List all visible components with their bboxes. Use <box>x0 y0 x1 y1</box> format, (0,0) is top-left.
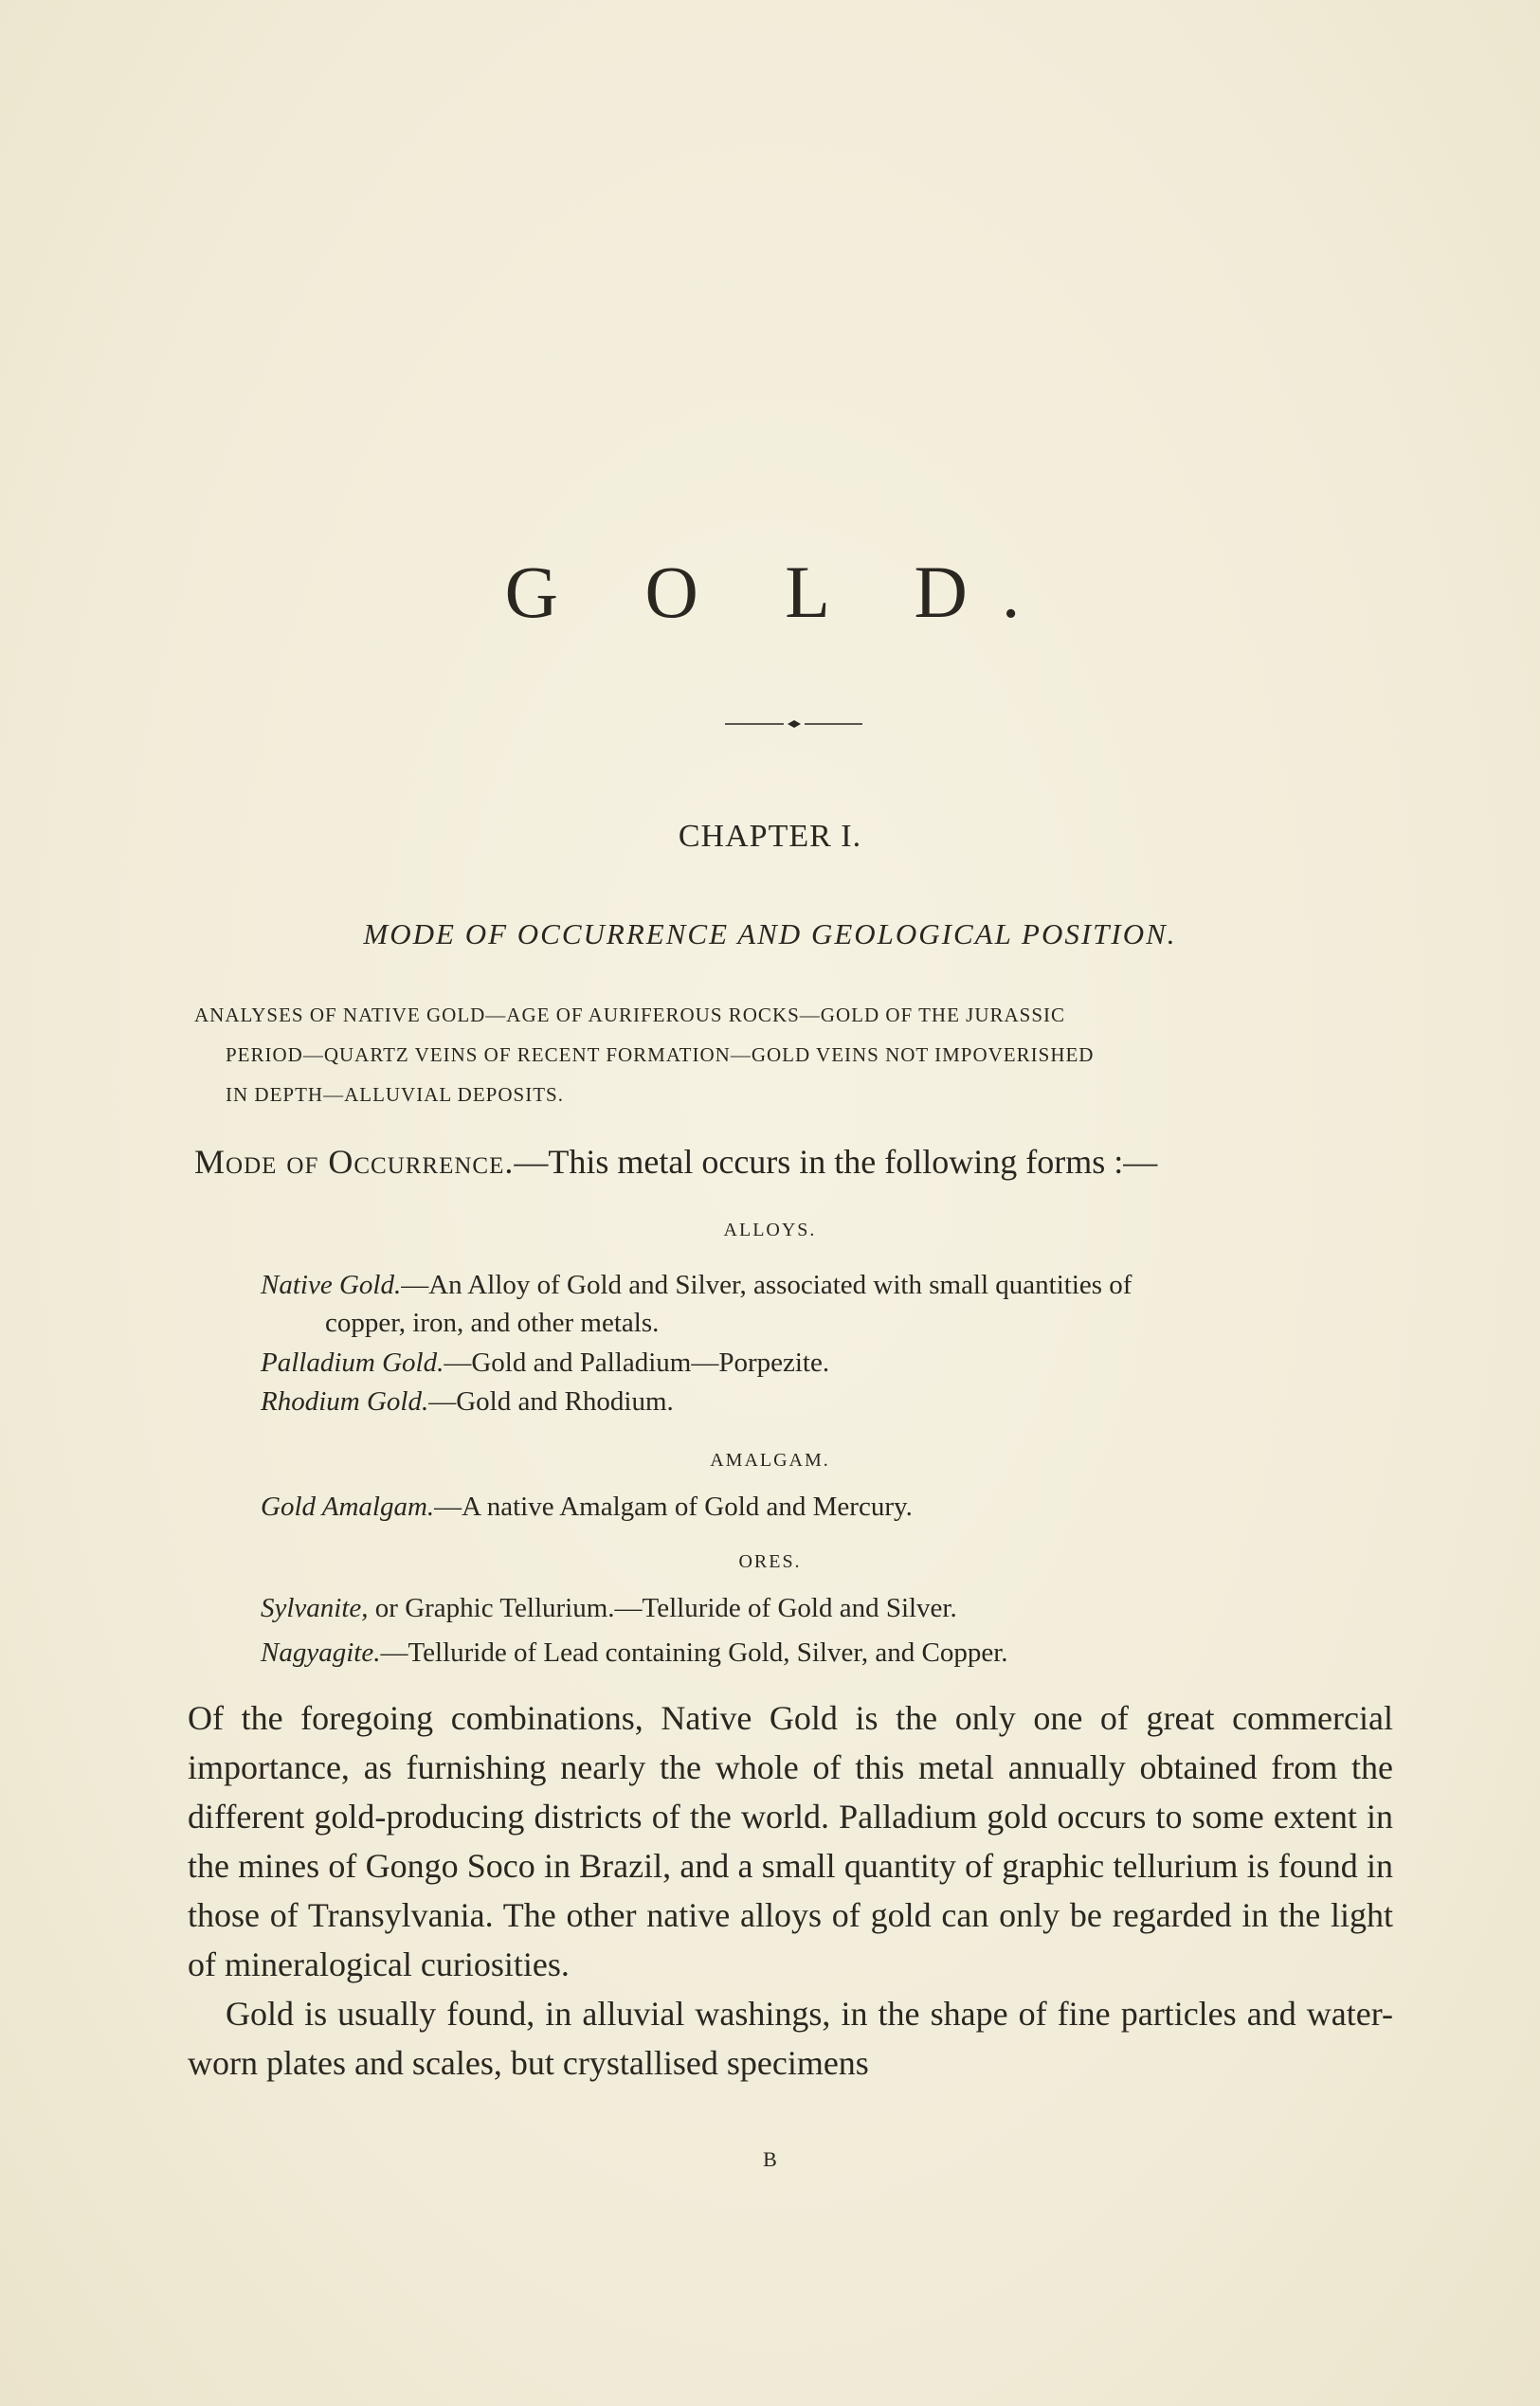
summary-line: IN DEPTH—ALLUVIAL DEPOSITS. <box>226 1083 564 1106</box>
paragraph: Gold is usually found, in alluvial washings, in the shape of fine particles and water-worn plates and scales, but crystallised specimens <box>188 1995 1393 2082</box>
paragraph: Of the foregoing combinations, Native Gold is the only one of great commercial importance, as furnishing nearly the whole of this metal annually obtained from the different gold-producing districts of the world. Palladium gold occurs to some extent in the mines of Gongo Soco in Brazil, and a small quantity of graphic tellurium is found in those of Transylvania. The other native alloys of gold can only be regarded in the light of mineralogical curiosities. <box>188 1699 1393 1983</box>
entry-name: Native Gold. <box>261 1270 402 1300</box>
entry-continuation: copper, iron, and other metals. <box>325 1308 660 1338</box>
mode-of-occurrence-line <box>194 1142 1398 1182</box>
entry-text: —Gold and Rhodium. <box>428 1386 674 1417</box>
entry-gold-amalgam <box>261 1488 1398 1526</box>
body-text <box>188 1693 1393 2088</box>
entry-name: Nagyagite. <box>261 1637 381 1668</box>
ornament-divider-icon <box>725 718 862 730</box>
chapter-subtitle: MODE OF OCCURRENCE AND GEOLOGICAL POSITION. <box>363 917 1177 950</box>
entry-text: —An Alloy of Gold and Silver, associated with small quantities of <box>401 1270 1132 1300</box>
entry-sylvanite <box>261 1589 1398 1627</box>
signature-mark: B <box>763 2147 777 2171</box>
entry-text: or Graphic Tellurium.—Telluride of Gold and Silver. <box>368 1593 957 1623</box>
entry-nagyagite <box>261 1634 1398 1672</box>
entry-native-gold <box>261 1266 1398 1342</box>
entry-name: Rhodium Gold. <box>261 1386 429 1417</box>
entry-rhodium-gold <box>261 1383 1398 1420</box>
entry-name: Sylvanite, <box>261 1593 369 1623</box>
summary-line: ANALYSES OF NATIVE GOLD—AGE OF AURIFEROUS ROCKS—GOLD OF THE JURASSIC <box>194 1004 1066 1026</box>
entry-name: Gold Amalgam. <box>261 1492 435 1522</box>
entry-text: —A native Amalgam of Gold and Mercury. <box>434 1492 913 1522</box>
mode-text: —This metal occurs in the following forms :— <box>514 1143 1158 1181</box>
amalgam-heading: AMALGAM. <box>710 1450 830 1471</box>
page-title: G O L D. <box>504 551 1055 633</box>
mode-label: Mode of Occurrence. <box>194 1143 515 1181</box>
entry-text: —Gold and Palladium—Porpezite. <box>444 1348 830 1378</box>
chapter-summary <box>194 995 1398 1114</box>
entry-text: —Telluride of Lead containing Gold, Silver, and Copper. <box>380 1637 1008 1668</box>
ores-heading: ORES. <box>738 1551 802 1572</box>
alloys-heading: ALLOYS. <box>723 1220 817 1240</box>
summary-line: PERIOD—QUARTZ VEINS OF RECENT FORMATION—GOLD VEINS NOT IMPOVERISHED <box>226 1043 1095 1066</box>
entry-name: Palladium Gold. <box>261 1348 444 1378</box>
chapter-heading: CHAPTER I. <box>678 819 862 854</box>
entry-palladium-gold <box>261 1344 1398 1382</box>
